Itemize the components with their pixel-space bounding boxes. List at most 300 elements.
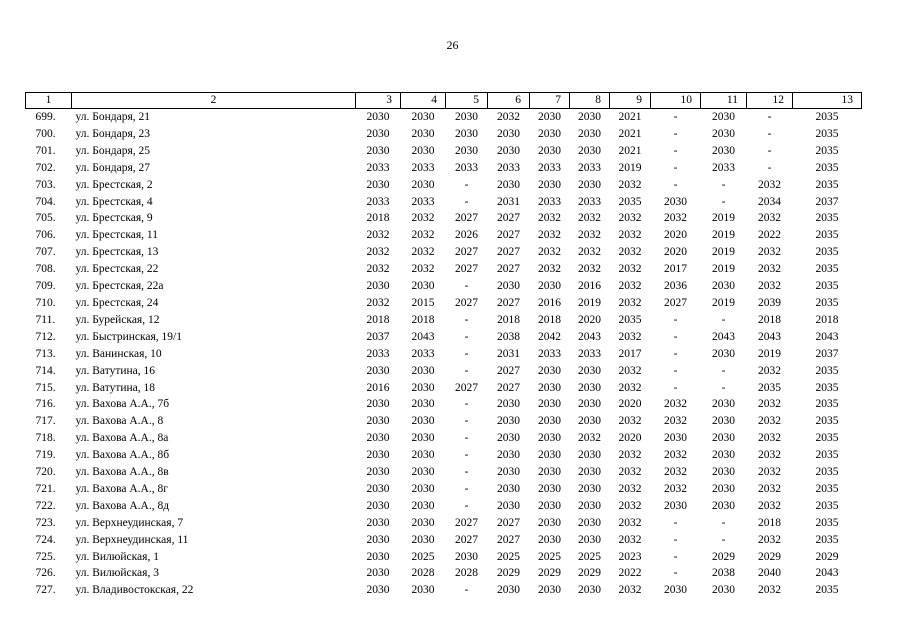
row-number: 720. [35, 466, 56, 479]
year-cell: - [767, 127, 772, 140]
year-cell: 2032 [578, 263, 601, 276]
year-cell: 2035 [815, 161, 839, 174]
year-cell: 2018 [815, 313, 839, 326]
year-cell: 2030 [538, 398, 561, 411]
table-row [26, 244, 862, 261]
year-cell: 2030 [455, 550, 478, 563]
row-number: 718. [35, 432, 56, 445]
year-cell: 2029 [497, 567, 520, 580]
row-number: 713. [35, 347, 56, 360]
table-row [26, 227, 862, 244]
year-cell: 2030 [712, 482, 735, 495]
year-cell: 2043 [815, 330, 839, 343]
year-cell: 2032 [758, 178, 781, 191]
year-cell: 2018 [497, 313, 520, 326]
row-number: 704. [35, 195, 56, 208]
year-cell: 2035 [815, 246, 839, 259]
year-cell: 2030 [366, 584, 390, 597]
table-row [26, 194, 862, 211]
year-cell: 2027 [497, 212, 520, 225]
year-cell: 2030 [411, 449, 435, 462]
address-cell: ул. Верхнеудинская, 7 [75, 516, 184, 529]
year-cell: 2030 [411, 280, 435, 293]
year-cell: 2030 [538, 178, 561, 191]
year-cell: - [464, 584, 469, 597]
year-cell: - [721, 381, 726, 394]
year-cell: 2030 [497, 432, 520, 445]
year-cell: 2035 [815, 212, 839, 225]
year-cell: - [464, 347, 469, 360]
year-cell: 2032 [758, 584, 781, 597]
year-cell: 2033 [366, 161, 390, 174]
year-cell: 2033 [366, 195, 390, 208]
row-number: 706. [35, 229, 56, 242]
address-cell: ул. Брестская, 4 [75, 195, 153, 208]
year-cell: 2030 [712, 415, 735, 428]
year-cell: 2030 [497, 398, 520, 411]
year-cell: 2030 [538, 432, 561, 445]
year-cell: 2032 [664, 449, 687, 462]
year-cell: 2035 [758, 381, 781, 394]
year-cell: 2023 [618, 550, 642, 563]
year-cell: 2029 [578, 567, 601, 580]
year-cell: 2035 [815, 229, 839, 242]
year-cell: 2033 [411, 161, 435, 174]
year-cell: 2032 [758, 280, 781, 293]
year-cell: 2020 [664, 246, 687, 259]
year-cell: 2030 [538, 364, 561, 377]
year-cell: 2030 [664, 432, 687, 445]
year-cell: 2018 [758, 313, 781, 326]
year-cell: 2033 [538, 347, 561, 360]
row-number: 714. [35, 364, 56, 377]
year-cell: - [721, 364, 726, 377]
year-cell: 2032 [538, 212, 561, 225]
row-number: 711. [35, 313, 56, 326]
year-cell: - [673, 330, 678, 343]
table-row [26, 464, 862, 481]
year-cell: - [673, 533, 678, 546]
address-cell: ул. Бондаря, 27 [75, 161, 150, 174]
address-cell: ул. Брестская, 2 [75, 178, 153, 191]
year-cell: 2030 [366, 550, 390, 563]
year-cell: - [673, 347, 678, 360]
year-cell: 2027 [455, 296, 478, 309]
year-cell: 2030 [366, 415, 390, 428]
year-cell: 2016 [538, 296, 561, 309]
year-cell: 2027 [455, 533, 478, 546]
year-cell: 2030 [712, 347, 735, 360]
address-cell: ул. Бондаря, 23 [75, 127, 150, 140]
year-cell: 2029 [712, 550, 735, 563]
row-number: 722. [35, 499, 56, 512]
year-cell: 2035 [815, 178, 839, 191]
year-cell: 2027 [497, 296, 520, 309]
year-cell: 2032 [664, 482, 687, 495]
table-row [26, 447, 862, 464]
year-cell: - [464, 195, 469, 208]
year-cell: 2015 [411, 296, 435, 309]
page-number: 26 [446, 38, 459, 52]
year-cell: 2030 [712, 280, 735, 293]
year-cell: 2030 [366, 364, 390, 377]
year-cell: 2027 [455, 246, 478, 259]
year-cell: 2030 [538, 466, 561, 479]
row-number: 702. [35, 161, 56, 174]
year-cell: 2032 [618, 516, 642, 529]
year-cell: 2027 [497, 533, 520, 546]
year-cell: - [673, 364, 678, 377]
year-cell: 2035 [815, 381, 839, 394]
year-cell: 2030 [578, 144, 601, 157]
year-cell: 2032 [758, 466, 781, 479]
year-cell: 2030 [411, 381, 435, 394]
year-cell: 2030 [366, 144, 390, 157]
column-header-7: 7 [530, 93, 570, 109]
year-cell: 2032 [618, 466, 642, 479]
year-cell: 2033 [455, 161, 478, 174]
address-cell: ул. Вахова А.А., 8г [75, 482, 168, 495]
year-cell: 2021 [618, 144, 642, 157]
year-cell: 2028 [455, 567, 478, 580]
year-cell: 2035 [815, 533, 839, 546]
year-cell: 2032 [578, 212, 601, 225]
year-cell: 2030 [411, 533, 435, 546]
year-cell: - [464, 466, 469, 479]
column-header-4: 4 [401, 93, 446, 109]
year-cell: 2030 [578, 499, 601, 512]
address-cell: ул. Брестская, 11 [75, 229, 158, 242]
year-cell: 2020 [618, 432, 642, 445]
year-cell: 2019 [712, 212, 735, 225]
year-cell: 2021 [618, 127, 642, 140]
year-cell: 2025 [538, 550, 561, 563]
row-number: 705. [35, 212, 56, 225]
year-cell: 2016 [578, 280, 601, 293]
table-row [26, 295, 862, 312]
year-cell: 2030 [712, 111, 735, 123]
year-cell: 2032 [497, 111, 520, 123]
table-row [26, 396, 862, 413]
year-cell: 2030 [366, 482, 390, 495]
year-cell: 2043 [411, 330, 435, 343]
year-cell: 2030 [578, 111, 601, 123]
year-cell: 2030 [712, 127, 735, 140]
year-cell: 2018 [411, 313, 435, 326]
row-number: 709. [35, 280, 56, 293]
year-cell: 2028 [411, 567, 435, 580]
year-cell: 2032 [538, 263, 561, 276]
year-cell: 2035 [815, 432, 839, 445]
year-cell: 2035 [815, 584, 839, 597]
year-cell: 2030 [366, 127, 390, 140]
year-cell: 2033 [366, 347, 390, 360]
year-cell: 2032 [618, 229, 642, 242]
year-cell: 2030 [497, 127, 520, 140]
year-cell: 2032 [618, 533, 642, 546]
row-number: 717. [35, 415, 56, 428]
table-row [26, 278, 862, 295]
table-row [26, 210, 862, 227]
year-cell: 2030 [578, 415, 601, 428]
year-cell: 2030 [497, 466, 520, 479]
schedule-table [25, 92, 862, 599]
year-cell: 2032 [578, 229, 601, 242]
year-cell: 2030 [366, 280, 390, 293]
year-cell: 2043 [578, 330, 601, 343]
year-cell: 2030 [366, 398, 390, 411]
year-cell: 2032 [411, 212, 435, 225]
table-row [26, 549, 862, 566]
year-cell: 2035 [815, 364, 839, 377]
year-cell: 2030 [366, 499, 390, 512]
row-number: 721. [35, 482, 56, 495]
year-cell: - [464, 449, 469, 462]
year-cell: 2032 [366, 229, 390, 242]
address-cell: ул. Бурейская, 12 [75, 313, 160, 326]
table-row [26, 363, 862, 380]
table-body [26, 109, 862, 600]
year-cell: 2030 [578, 449, 601, 462]
year-cell: 2030 [366, 178, 390, 191]
table-row [26, 565, 862, 582]
year-cell: 2019 [712, 296, 735, 309]
year-cell: 2019 [618, 161, 642, 174]
year-cell: 2030 [366, 533, 390, 546]
year-cell: 2027 [455, 263, 478, 276]
year-cell: 2032 [618, 364, 642, 377]
address-cell: ул. Брестская, 9 [75, 212, 153, 225]
row-number: 712. [35, 330, 56, 343]
row-number: 708. [35, 263, 56, 276]
column-header-12: 12 [747, 93, 793, 109]
year-cell: 2030 [366, 567, 390, 580]
year-cell: 2032 [618, 296, 642, 309]
column-header-9: 9 [610, 93, 651, 109]
year-cell: 2030 [497, 499, 520, 512]
year-cell: 2037 [815, 347, 839, 360]
year-cell: 2030 [411, 127, 435, 140]
year-cell: 2019 [712, 229, 735, 242]
year-cell: 2032 [538, 229, 561, 242]
year-cell: 2019 [578, 296, 601, 309]
year-cell: - [721, 178, 726, 191]
year-cell: 2029 [758, 550, 781, 563]
table-row [26, 582, 862, 599]
address-cell: ул. Владивостокская, 22 [75, 584, 194, 597]
year-cell: 2032 [664, 466, 687, 479]
year-cell: 2030 [538, 144, 561, 157]
year-cell: 2030 [497, 482, 520, 495]
year-cell: 2032 [618, 263, 642, 276]
year-cell: 2032 [664, 415, 687, 428]
year-cell: 2032 [618, 178, 642, 191]
year-cell: 2022 [618, 567, 642, 580]
year-cell: - [673, 516, 678, 529]
year-cell: 2032 [618, 280, 642, 293]
year-cell: - [721, 313, 726, 326]
year-cell: 2027 [455, 516, 478, 529]
year-cell: 2030 [712, 449, 735, 462]
year-cell: 2026 [455, 229, 478, 242]
year-cell: 2035 [815, 415, 839, 428]
year-cell: 2030 [578, 364, 601, 377]
address-cell: ул. Вахова А.А., 8 [75, 415, 164, 428]
year-cell: - [673, 144, 678, 157]
year-cell: 2017 [664, 263, 687, 276]
year-cell: 2032 [366, 296, 390, 309]
year-cell: - [767, 144, 772, 157]
year-cell: 2030 [497, 280, 520, 293]
year-cell: 2030 [538, 482, 561, 495]
year-cell: 2038 [712, 567, 735, 580]
year-cell: 2031 [497, 347, 520, 360]
table-row [26, 312, 862, 329]
year-cell: - [464, 313, 469, 326]
column-header-10: 10 [651, 93, 701, 109]
year-cell: 2018 [366, 212, 390, 225]
year-cell: 2030 [712, 466, 735, 479]
year-cell: 2032 [758, 398, 781, 411]
year-cell: 2032 [618, 584, 642, 597]
year-cell: 2030 [538, 381, 561, 394]
year-cell: 2032 [618, 499, 642, 512]
year-cell: 2018 [538, 313, 561, 326]
row-number: 723. [35, 516, 56, 529]
year-cell: - [464, 330, 469, 343]
row-number: 699. [35, 111, 56, 123]
year-cell: 2027 [664, 296, 687, 309]
year-cell: 2017 [618, 347, 642, 360]
row-number: 710. [35, 296, 56, 309]
year-cell: 2032 [411, 246, 435, 259]
year-cell: 2030 [578, 533, 601, 546]
year-cell: 2033 [411, 347, 435, 360]
row-number: 725. [35, 550, 56, 563]
address-cell: ул. Брестская, 13 [75, 246, 159, 259]
address-cell: ул. Ватутина, 18 [75, 381, 156, 394]
year-cell: 2035 [815, 127, 839, 140]
year-cell: 2025 [411, 550, 435, 563]
year-cell: 2043 [815, 567, 839, 580]
row-number: 707. [35, 246, 56, 259]
table-row [26, 143, 862, 160]
year-cell: 2032 [618, 449, 642, 462]
year-cell: 2035 [815, 144, 839, 157]
year-cell: 2030 [664, 584, 687, 597]
address-cell: ул. Вахова А.А., 8в [75, 466, 169, 479]
year-cell: 2030 [366, 111, 390, 123]
year-cell: 2033 [538, 195, 561, 208]
year-cell: 2030 [578, 178, 601, 191]
year-cell: 2030 [712, 398, 735, 411]
row-number: 716. [35, 398, 56, 411]
table-row [26, 481, 862, 498]
table-row [26, 515, 862, 532]
year-cell: 2020 [664, 229, 687, 242]
year-cell: 2039 [758, 296, 781, 309]
year-cell: 2042 [538, 330, 561, 343]
year-cell: 2030 [538, 280, 561, 293]
year-cell: 2032 [758, 263, 781, 276]
year-cell: 2030 [411, 584, 435, 597]
year-cell: 2032 [664, 398, 687, 411]
address-cell: ул. Бондаря, 25 [75, 144, 150, 157]
year-cell: 2030 [411, 499, 435, 512]
year-cell: 2035 [815, 499, 839, 512]
year-cell: 2019 [712, 246, 735, 259]
year-cell: 2033 [578, 195, 601, 208]
row-number: 724. [35, 533, 56, 546]
year-cell: 2035 [815, 263, 839, 276]
address-cell: ул. Верхнеудинская, 11 [75, 533, 189, 546]
year-cell: 2032 [366, 263, 390, 276]
header-row [26, 93, 862, 109]
year-cell: 2035 [618, 313, 642, 326]
address-cell: ул. Ватутина, 16 [75, 364, 156, 377]
year-cell: 2020 [578, 313, 601, 326]
column-header-11: 11 [701, 93, 747, 109]
year-cell: - [464, 398, 469, 411]
year-cell: 2030 [411, 111, 435, 123]
address-cell: ул. Брестская, 24 [75, 296, 159, 309]
year-cell: 2030 [411, 144, 435, 157]
year-cell: 2032 [538, 246, 561, 259]
year-cell: 2032 [664, 212, 687, 225]
year-cell: 2030 [664, 195, 687, 208]
year-cell: - [464, 178, 469, 191]
year-cell: - [464, 499, 469, 512]
column-header-3: 3 [356, 93, 401, 109]
year-cell: 2038 [497, 330, 520, 343]
row-number: 727. [35, 584, 56, 597]
year-cell: - [673, 550, 678, 563]
table-row [26, 261, 862, 278]
table-row [26, 160, 862, 177]
year-cell: - [721, 195, 726, 208]
row-number: 700. [35, 127, 56, 140]
year-cell: 2032 [618, 330, 642, 343]
year-cell: 2030 [664, 499, 687, 512]
year-cell: 2033 [411, 195, 435, 208]
year-cell: 2032 [618, 381, 642, 394]
year-cell: 2030 [411, 398, 435, 411]
year-cell: 2019 [758, 347, 781, 360]
year-cell: 2043 [758, 330, 781, 343]
year-cell: - [673, 111, 678, 123]
year-cell: 2020 [618, 398, 642, 411]
table-row [26, 380, 862, 397]
year-cell: 2030 [578, 482, 601, 495]
year-cell: - [767, 111, 772, 123]
year-cell: 2030 [455, 144, 478, 157]
year-cell: - [673, 178, 678, 191]
year-cell: 2030 [712, 144, 735, 157]
year-cell: 2030 [411, 415, 435, 428]
year-cell: 2030 [497, 584, 520, 597]
row-number: 701. [35, 144, 56, 157]
row-number: 726. [35, 567, 56, 580]
year-cell: 2029 [538, 567, 561, 580]
table-row [26, 126, 862, 143]
year-cell: 2032 [758, 482, 781, 495]
year-cell: 2035 [815, 449, 839, 462]
year-cell: 2030 [538, 111, 561, 123]
year-cell: 2029 [815, 550, 839, 563]
year-cell: 2030 [411, 516, 435, 529]
address-cell: ул. Вахова А.А., 8д [75, 499, 170, 512]
year-cell: 2035 [815, 482, 839, 495]
